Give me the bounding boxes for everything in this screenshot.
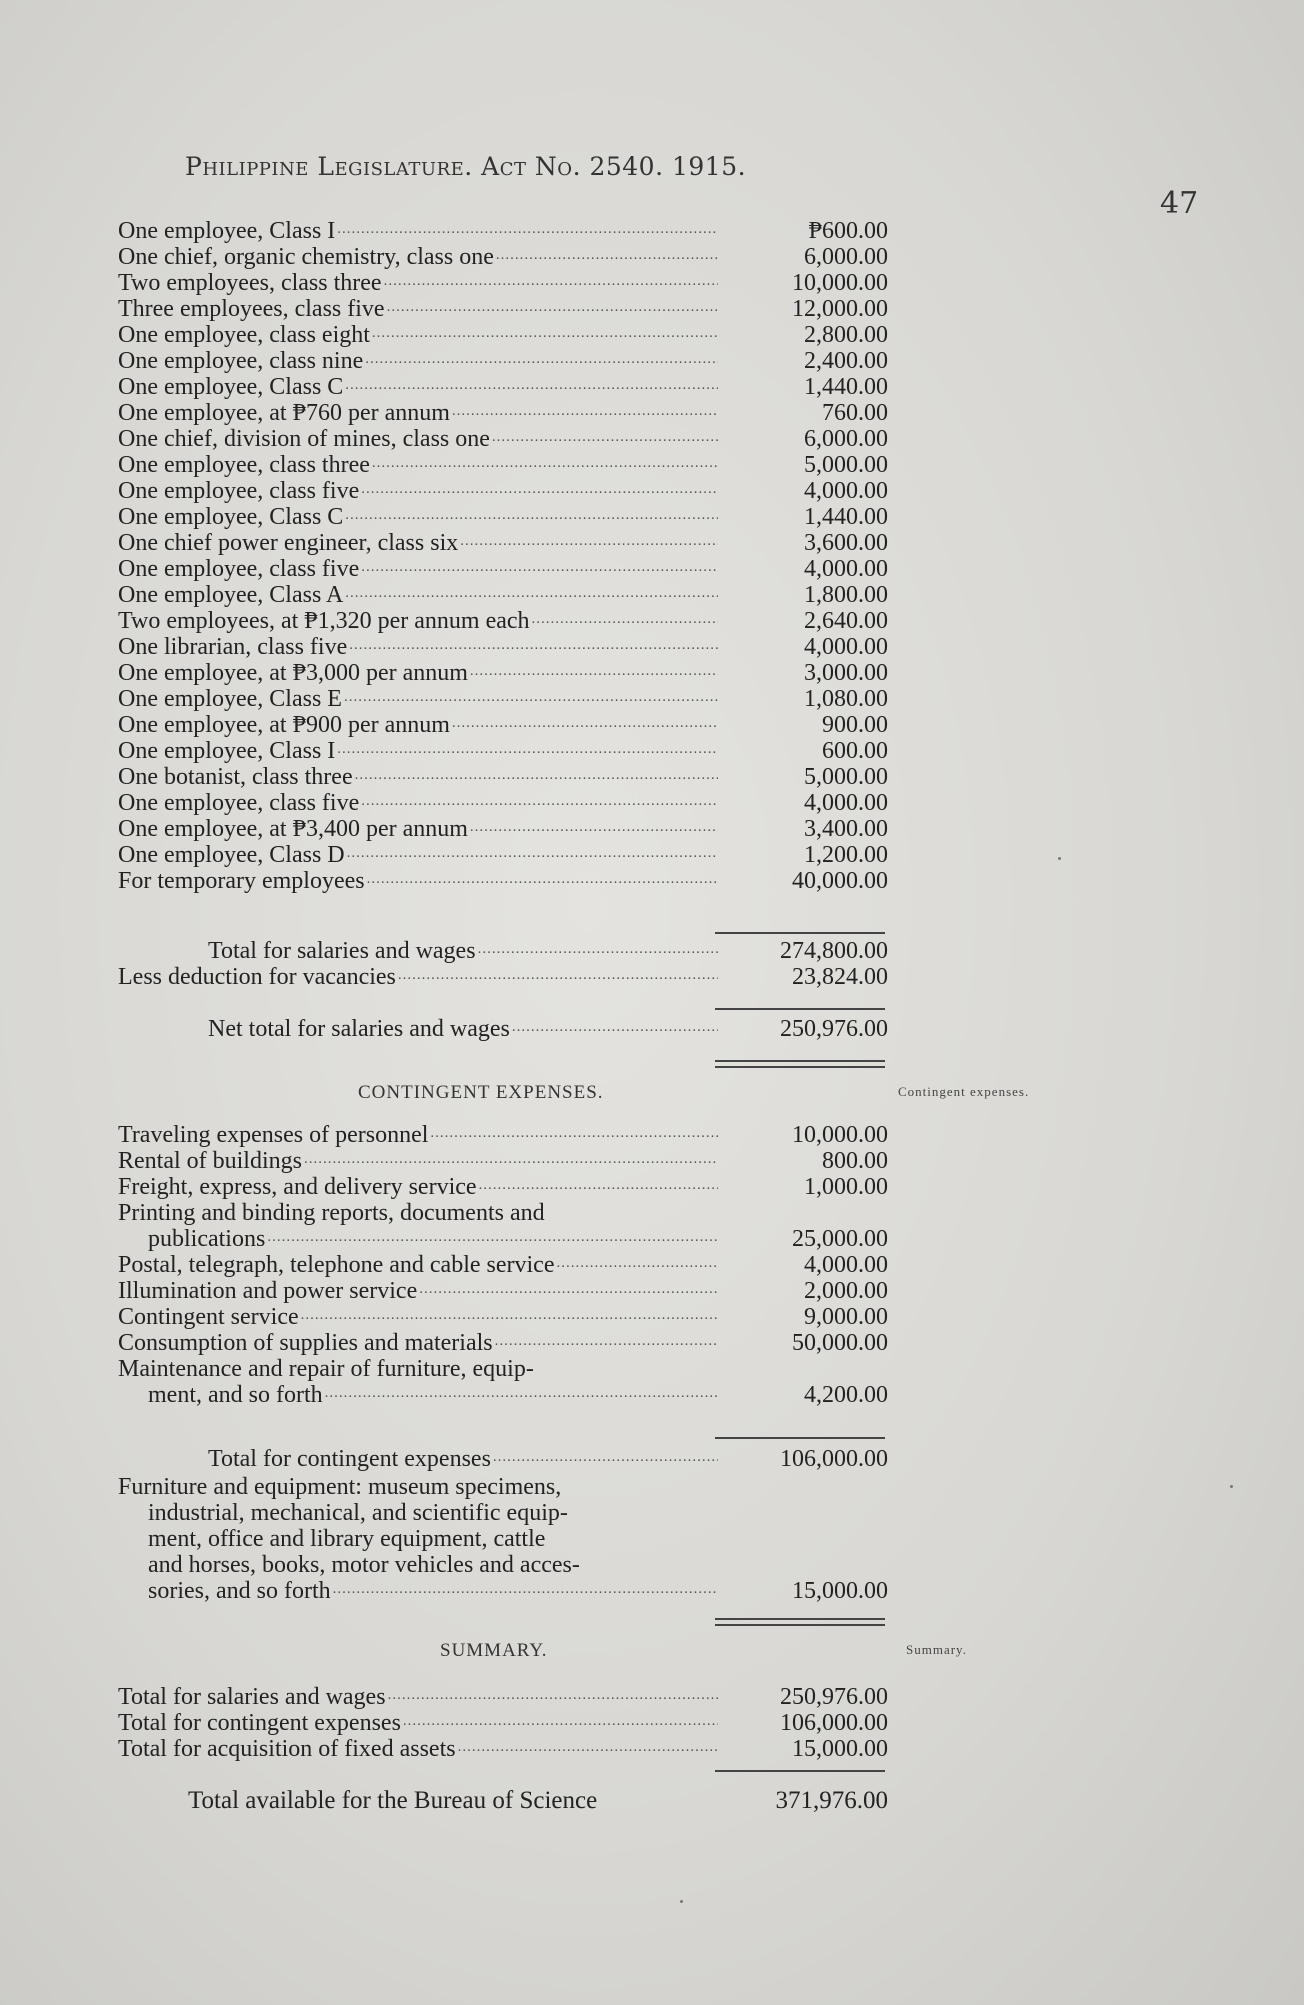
- salary-row: [118, 504, 888, 530]
- contingent-row: [118, 1356, 888, 1382]
- grand-total-row: [118, 1788, 888, 1814]
- summary-heading: SUMMARY.: [440, 1640, 548, 1661]
- vacancies-label: Less deduction for vacancies: [118, 964, 396, 990]
- running-head: Philippine Legislature. Act No. 2540. 1915.: [185, 152, 747, 181]
- salary-row: [118, 634, 888, 660]
- contingent-row: [118, 1278, 888, 1304]
- row-label: One employee, Class E: [118, 686, 342, 712]
- row-label: ment, and so forth: [148, 1382, 323, 1408]
- salary-row: [118, 270, 888, 296]
- salary-row: [118, 452, 888, 478]
- contingent-total-amount: 106,000.00: [780, 1446, 888, 1472]
- row-label: One employee, Class D: [118, 842, 345, 868]
- row-amount: 1,440.00: [804, 504, 888, 530]
- row-label: One employee, class five: [118, 790, 360, 816]
- salary-row: [118, 296, 888, 322]
- row-label: Total for salaries and wages: [118, 1684, 386, 1710]
- row-label: Rental of buildings: [118, 1148, 302, 1174]
- total-salaries-amount: 274,800.00: [780, 938, 888, 964]
- row-amount: 250,976.00: [780, 1684, 888, 1710]
- contingent-row: [118, 1200, 888, 1226]
- salary-row: [118, 426, 888, 452]
- row-amount: ₱600.00: [808, 218, 888, 244]
- contingent-margin-note: Contingent expenses.: [898, 1084, 1030, 1099]
- row-label: publications: [148, 1226, 266, 1252]
- salary-row: [118, 322, 888, 348]
- contingent-row: [118, 1148, 888, 1174]
- row-amount: 2,800.00: [804, 322, 888, 348]
- subtotal-rule: [715, 932, 885, 934]
- total-salaries-row: [118, 938, 888, 964]
- row-label: One employee, class three: [118, 452, 370, 478]
- net-total-amount: 250,976.00: [780, 1016, 888, 1042]
- row-label: Three employees, class five: [118, 296, 385, 322]
- row-amount: 25,000.00: [792, 1226, 888, 1252]
- contingent-total-row: [118, 1446, 888, 1472]
- row-label: One chief, organic chemistry, class one: [118, 244, 494, 270]
- contingent-row: [118, 1382, 888, 1408]
- net-total: [118, 1016, 888, 1042]
- row-amount: 50,000.00: [792, 1330, 888, 1356]
- row-amount: 4,000.00: [804, 634, 888, 660]
- contingent-row: [118, 1252, 888, 1278]
- salary-row: [118, 816, 888, 842]
- salary-row: [118, 738, 888, 764]
- row-amount: 6,000.00: [804, 426, 888, 452]
- row-label: Total for contingent expenses: [118, 1710, 401, 1736]
- contingent-row: [118, 1226, 888, 1252]
- row-label: Consumption of supplies and materials: [118, 1330, 493, 1356]
- row-amount: 600.00: [822, 738, 888, 764]
- row-label: For temporary employees: [118, 868, 365, 894]
- summary-margin-note: Summary.: [906, 1642, 967, 1657]
- row-amount: 10,000.00: [792, 1122, 888, 1148]
- row-label: One employee, at ₱760 per annum: [118, 400, 450, 426]
- salary-row: [118, 686, 888, 712]
- row-amount: 1,440.00: [804, 374, 888, 400]
- row-label: Two employees, class three: [118, 270, 382, 296]
- row-amount: 760.00: [822, 400, 888, 426]
- row-amount: 15,000.00: [792, 1578, 888, 1604]
- summary-row: [118, 1710, 888, 1736]
- contingent-row: [118, 1330, 888, 1356]
- row-amount: 4,000.00: [804, 478, 888, 504]
- salary-row: [118, 556, 888, 582]
- salary-row: [118, 244, 888, 270]
- row-label: One employee, class eight: [118, 322, 370, 348]
- summary-row: [118, 1736, 888, 1762]
- contingent-row: [118, 1174, 888, 1200]
- summary-row: [118, 1684, 888, 1710]
- grand-total-amount: 371,976.00: [775, 1787, 888, 1814]
- net-total-label: Net total for salaries and wages: [208, 1016, 510, 1042]
- salary-row: [118, 790, 888, 816]
- row-amount: 1,080.00: [804, 686, 888, 712]
- row-amount: 10,000.00: [792, 270, 888, 296]
- row-label: One employee, at ₱900 per annum: [118, 712, 450, 738]
- row-amount: 1,200.00: [804, 842, 888, 868]
- row-label: One chief power engineer, class six: [118, 530, 459, 556]
- row-label: Illumination and power service: [118, 1278, 418, 1304]
- salaries-list: [118, 218, 888, 894]
- row-amount: 4,000.00: [804, 1252, 888, 1278]
- vacancies-amount: 23,824.00: [792, 964, 888, 990]
- row-amount: 900.00: [822, 712, 888, 738]
- vacancies-row: [118, 964, 888, 990]
- furniture-line: [118, 1552, 888, 1578]
- row-amount: 2,640.00: [804, 608, 888, 634]
- row-label: ment, office and library equipment, cattle: [148, 1526, 546, 1552]
- furniture-line: [118, 1500, 888, 1526]
- row-label: Total for acquisition of fixed assets: [118, 1736, 456, 1762]
- row-label: One employee, Class A: [118, 582, 344, 608]
- row-label: One botanist, class three: [118, 764, 353, 790]
- contingent-total: [118, 1446, 888, 1472]
- row-label: One employee, Class I: [118, 738, 336, 764]
- salary-row: [118, 218, 888, 244]
- row-label: One chief, division of mines, class one: [118, 426, 490, 452]
- salary-row: [118, 374, 888, 400]
- salary-row: [118, 660, 888, 686]
- row-label: Freight, express, and delivery service: [118, 1174, 477, 1200]
- salary-row: [118, 868, 888, 894]
- row-amount: 4,000.00: [804, 556, 888, 582]
- scan-speck: [1230, 1485, 1233, 1488]
- contingent-heading: CONTINGENT EXPENSES.: [358, 1082, 604, 1103]
- salary-row: [118, 348, 888, 374]
- row-label: Contingent service: [118, 1304, 299, 1330]
- contingent-row: [118, 1304, 888, 1330]
- salary-row: [118, 478, 888, 504]
- salary-row: [118, 530, 888, 556]
- scan-speck: [680, 1900, 683, 1903]
- summary-list: [118, 1684, 888, 1762]
- row-label: One employee, Class C: [118, 374, 344, 400]
- row-amount: 2,400.00: [804, 348, 888, 374]
- summary-rule: [715, 1770, 885, 1772]
- row-amount: 4,200.00: [804, 1382, 888, 1408]
- row-amount: 5,000.00: [804, 452, 888, 478]
- row-label: sories, and so forth: [148, 1578, 331, 1604]
- row-amount: 15,000.00: [792, 1736, 888, 1762]
- row-amount: 3,000.00: [804, 660, 888, 686]
- row-label: One employee, at ₱3,400 per annum: [118, 816, 468, 842]
- salary-row: [118, 608, 888, 634]
- row-amount: 12,000.00: [792, 296, 888, 322]
- salary-row: [118, 712, 888, 738]
- salary-row: [118, 842, 888, 868]
- contingent-row: [118, 1122, 888, 1148]
- row-amount: 800.00: [822, 1148, 888, 1174]
- row-amount: 106,000.00: [780, 1710, 888, 1736]
- net-total-row: [118, 1016, 888, 1042]
- row-amount: 3,600.00: [804, 530, 888, 556]
- page-number: 47: [1160, 186, 1199, 221]
- row-label: One employee, Class C: [118, 504, 344, 530]
- row-label: Furniture and equipment: museum specimens,: [118, 1474, 562, 1500]
- row-label: One librarian, class five: [118, 634, 348, 660]
- net-rule: [715, 1008, 885, 1010]
- furniture-double-rule: [715, 1618, 885, 1626]
- salary-row: [118, 764, 888, 790]
- row-amount: 1,800.00: [804, 582, 888, 608]
- net-double-rule: [715, 1060, 885, 1068]
- row-amount: 2,000.00: [804, 1278, 888, 1304]
- furniture-block: [118, 1474, 888, 1604]
- row-amount: 40,000.00: [792, 868, 888, 894]
- row-label: Printing and binding reports, documents and: [118, 1200, 545, 1226]
- furniture-line: [118, 1474, 888, 1500]
- row-label: industrial, mechanical, and scientific equip-: [148, 1500, 568, 1526]
- row-amount: 5,000.00: [804, 764, 888, 790]
- row-amount: 9,000.00: [804, 1304, 888, 1330]
- row-label: One employee, class five: [118, 478, 360, 504]
- row-label: Maintenance and repair of furniture, equip-: [118, 1356, 534, 1382]
- contingent-rule: [715, 1437, 885, 1439]
- row-amount: 1,000.00: [804, 1174, 888, 1200]
- row-label: Traveling expenses of personnel: [118, 1122, 429, 1148]
- grand-total-label: Total available for the Bureau of Science: [188, 1788, 598, 1814]
- contingent-list: [118, 1122, 888, 1408]
- row-amount: 3,400.00: [804, 816, 888, 842]
- total-salaries-label: Total for salaries and wages: [208, 938, 476, 964]
- salary-totals: [118, 938, 888, 990]
- scan-speck: [1058, 857, 1061, 860]
- row-label: One employee, Class I: [118, 218, 336, 244]
- grand-total: [118, 1788, 888, 1814]
- row-label: and horses, books, motor vehicles and acces-: [148, 1552, 580, 1578]
- row-label: One employee, class nine: [118, 348, 364, 374]
- salary-row: [118, 582, 888, 608]
- furniture-row: [118, 1578, 888, 1604]
- row-label: Postal, telegraph, telephone and cable service: [118, 1252, 555, 1278]
- row-amount: 6,000.00: [804, 244, 888, 270]
- contingent-total-label: Total for contingent expenses: [208, 1446, 491, 1472]
- salary-row: [118, 400, 888, 426]
- row-label: One employee, class five: [118, 556, 360, 582]
- row-label: One employee, at ₱3,000 per annum: [118, 660, 468, 686]
- row-amount: 4,000.00: [804, 790, 888, 816]
- furniture-line: [118, 1526, 888, 1552]
- row-label: Two employees, at ₱1,320 per annum each: [118, 608, 530, 634]
